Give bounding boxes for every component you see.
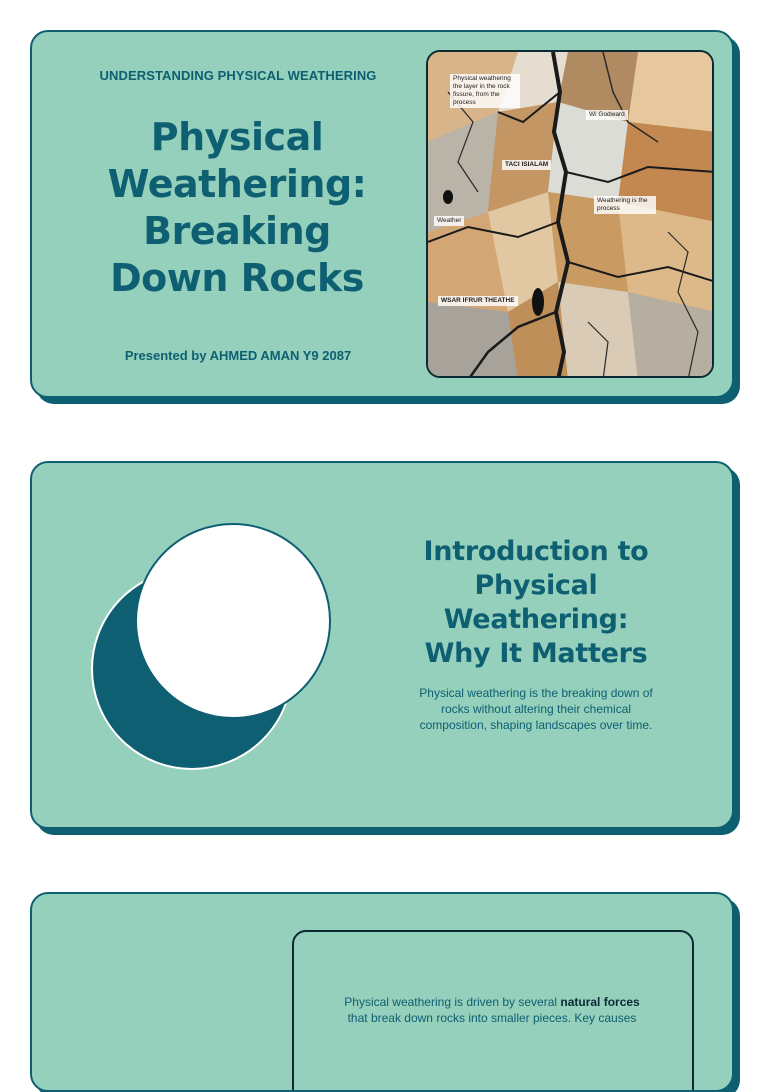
heading-line: Why It Matters <box>424 638 648 669</box>
slide-body-text <box>396 685 676 733</box>
slide-title <box>30 30 734 398</box>
image-annotation: WSAR IFRUR THEATHE <box>438 296 518 306</box>
heading-line: Weathering: <box>443 604 629 635</box>
white-circle <box>136 524 330 718</box>
cracked-rock-image <box>426 50 714 378</box>
body-line: composition, shaping landscapes over time. <box>419 718 653 732</box>
body-line: Physical weathering is the breaking down of <box>419 686 653 700</box>
body-line: rocks without altering their chemical <box>440 702 632 716</box>
image-annotation: Weather <box>434 216 464 226</box>
slide-heading <box>396 535 676 671</box>
heading-line: Physical <box>474 570 598 601</box>
heading-line: Introduction to <box>423 536 649 567</box>
image-annotation: Physical weathering the layer in the rock fissure, from the process <box>450 74 520 108</box>
title-line: Breaking <box>143 209 331 253</box>
slide-causes <box>30 892 734 1092</box>
body-line <box>322 994 662 1010</box>
slide-introduction <box>30 461 734 829</box>
body-line: that break down rocks into smaller pieces. Key causes <box>347 1011 637 1025</box>
emphasis-text: natural forces <box>560 995 640 1009</box>
presenter-byline: Presented by AHMED AMAN Y9 2087 <box>124 348 352 363</box>
title-line: Physical <box>150 115 324 159</box>
body-text: Physical weathering is driven by several <box>344 995 561 1009</box>
slide-kicker: UNDERSTANDING PHYSICAL WEATHERING <box>99 68 377 83</box>
slide-body-text <box>322 994 662 1026</box>
slide-title-heading <box>62 114 412 302</box>
overlapping-circles-graphic <box>88 519 338 779</box>
image-annotation: TACI ISIALAM <box>502 160 551 170</box>
image-annotation: Weathering is the process <box>594 196 656 214</box>
title-line: Down Rocks <box>110 256 364 300</box>
title-line: Weathering: <box>107 162 367 206</box>
image-annotation: Wi Godward <box>586 110 628 120</box>
